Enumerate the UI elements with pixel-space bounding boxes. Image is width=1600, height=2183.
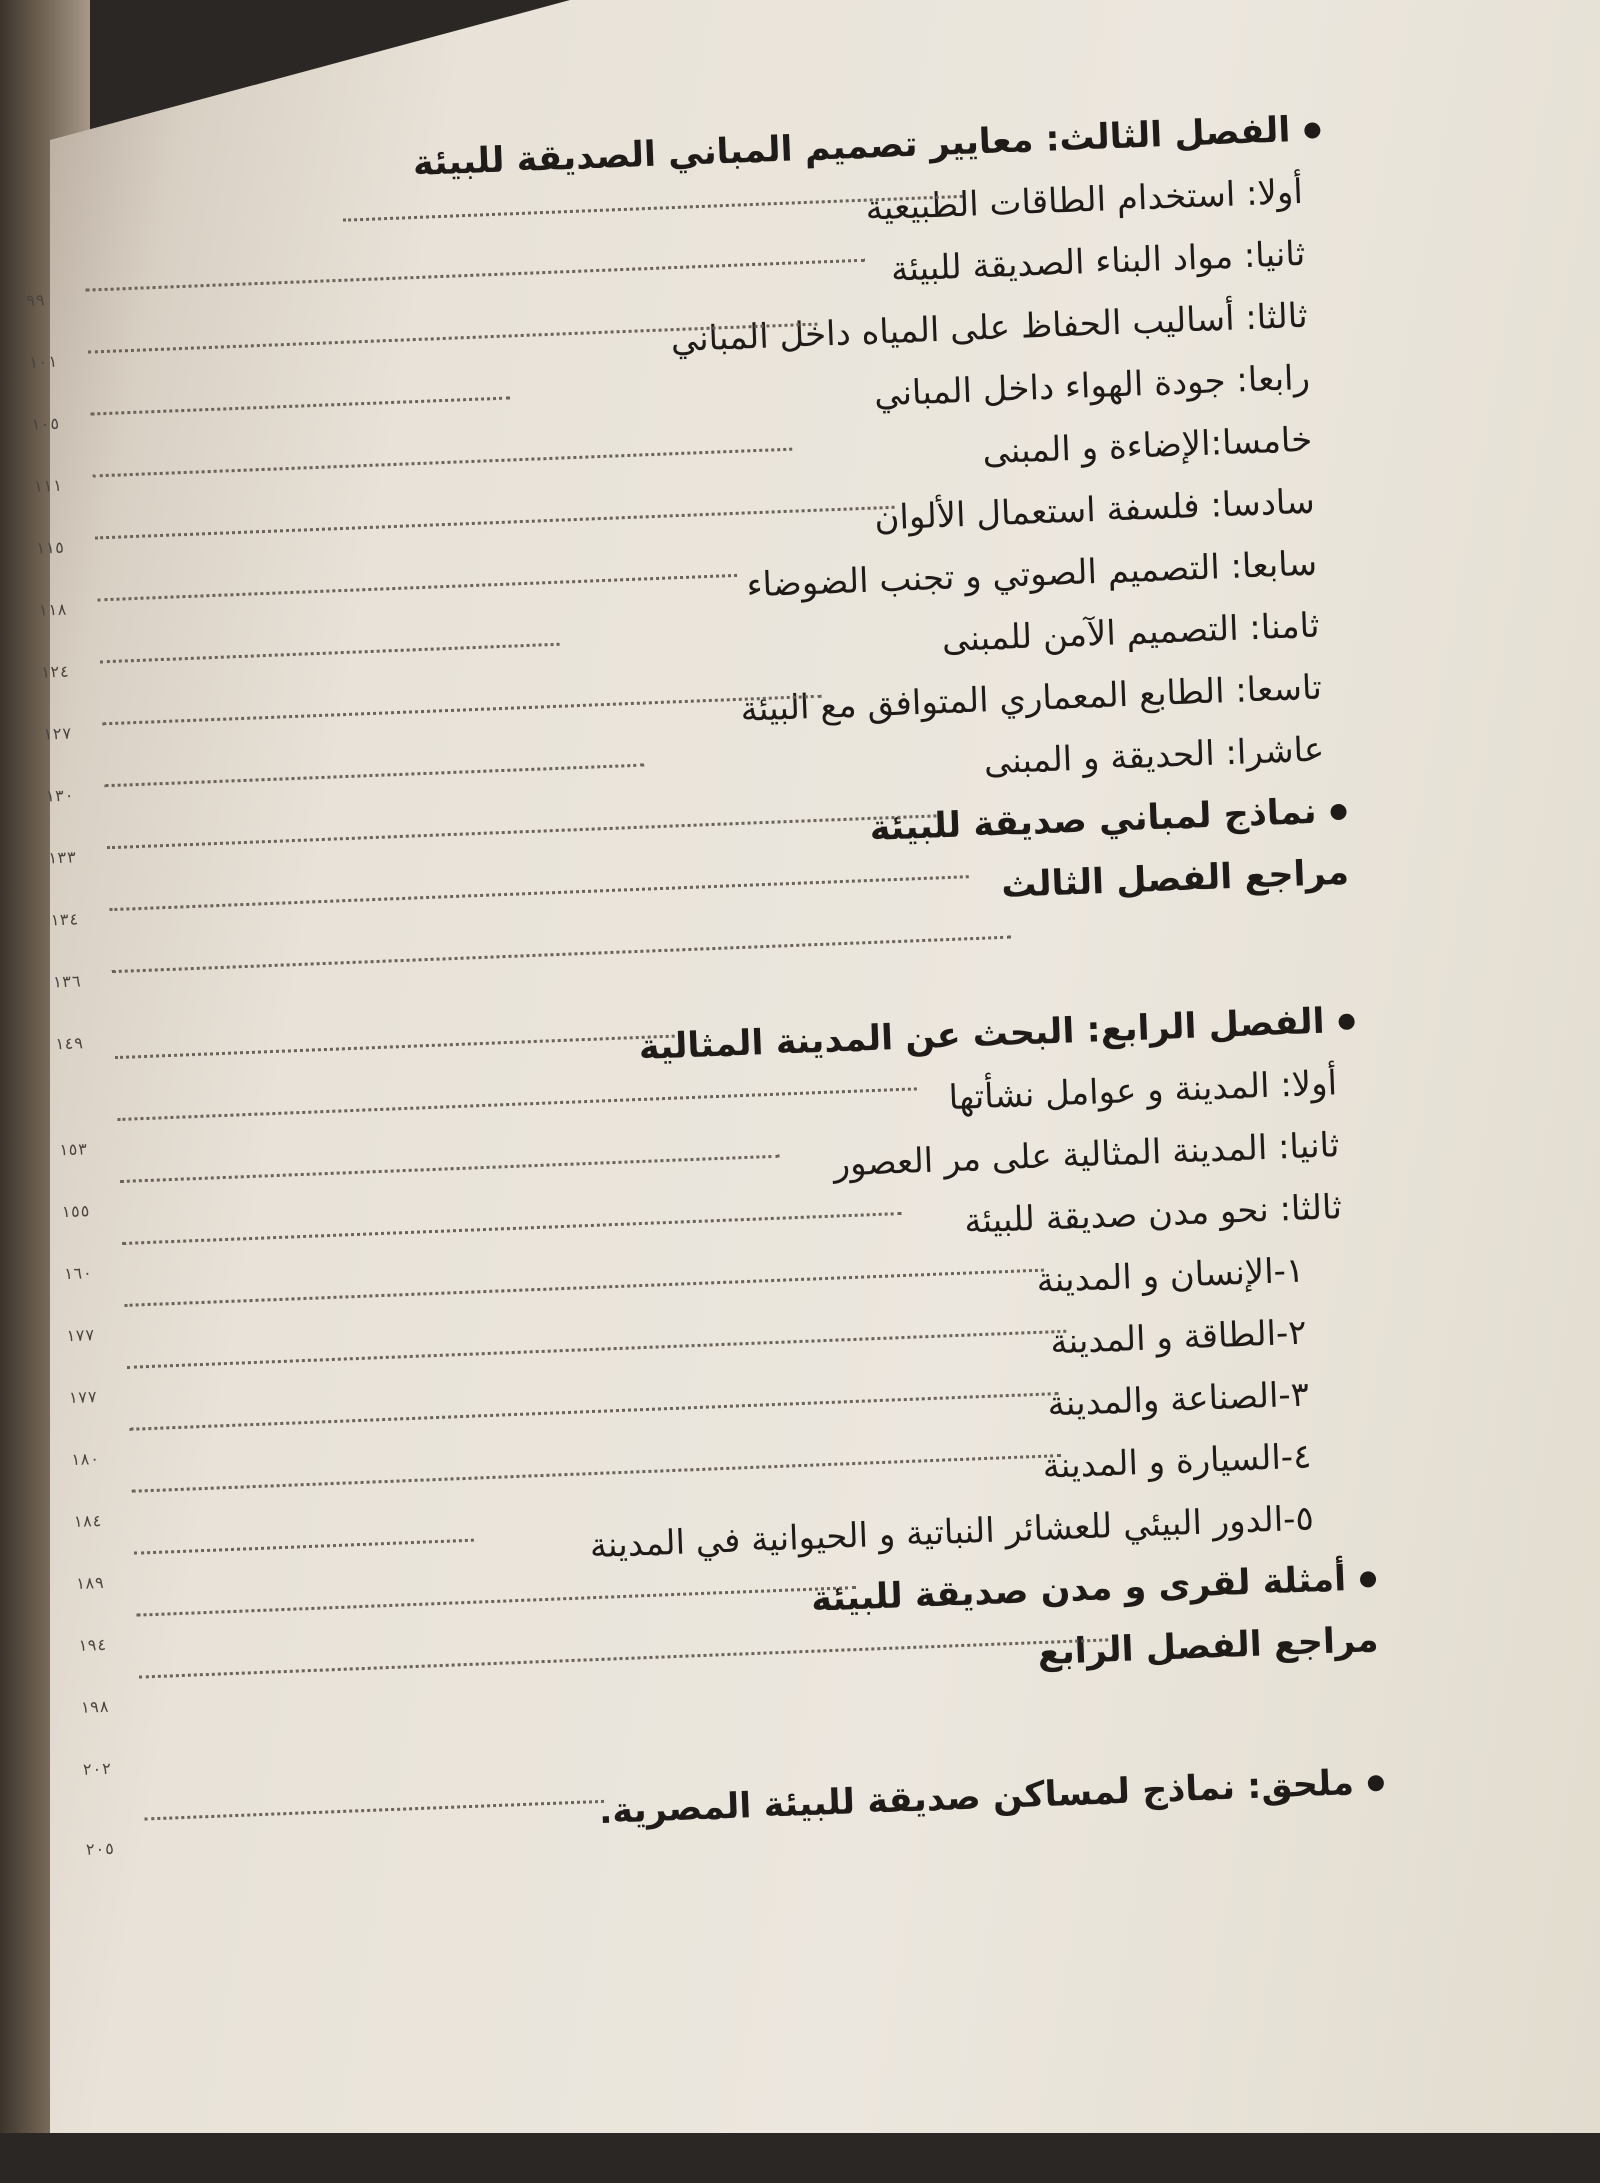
toc-entry: ثالثا: نحو مدن صديقة للبيئة [963,1187,1343,1242]
toc-entry-references: مراجع الفصل الرابع [1036,1620,1380,1674]
dot-leader [100,641,560,664]
dot-leader [129,1390,1059,1431]
chapter-4-heading: الفصل الرابع: البحث عن المدينة المثالية [638,991,1356,1078]
page-number: ١٤٩ [54,1033,84,1054]
dot-leader [107,812,937,849]
page-number: ١٠٥ [30,413,60,434]
dot-leader [117,1085,917,1121]
toc-entry: سابعا: التصميم الصوتي و تجنب الضوضاء [745,543,1318,606]
toc-entry: ثامنا: التصميم الآمن للمبنى [941,605,1321,661]
dot-leader [136,1584,856,1617]
toc-entry: ثانيا: مواد البناء الصديقة للبيئة [890,233,1306,290]
toc-entry: أولا: المدينة و عوامل نشأتها [947,1063,1338,1119]
chapter-3-heading: الفصل الثالث: معايير تصميم المباني الصديقة للبيئة [412,99,1322,194]
dot-leader [95,504,895,540]
appendix-heading: ملحق: نماذج لمساكن صديقة للبيئة المصرية. [598,1752,1385,1842]
toc-subentry: ٤-السيارة و المدينة [1041,1436,1313,1487]
dot-leader [144,1798,604,1821]
page-number: ١٣٤ [49,909,80,930]
bullet-icon [1338,1013,1355,1030]
toc-entry: أولا: استخدام الطاقات الطبيعية [864,171,1304,229]
dot-leader [85,257,865,292]
page-number: ١٨٤ [72,1510,103,1532]
page-number: ١١١ [32,475,63,496]
toc-entry: خامسا:الإضاءة و المبنى [981,419,1314,473]
page-number: ١٧٧ [67,1387,98,1408]
page-number: ٢٠٢ [82,1758,112,1779]
dot-leader [112,934,1012,974]
dot-leader [115,1033,675,1059]
toc-subentry: ٣-الصناعة والمدينة [1046,1374,1310,1425]
page-number: ١١٨ [37,599,68,620]
dot-leader [124,1267,1044,1307]
toc-entry-models: نماذج لمباني صديقة للبيئة [869,781,1348,859]
page-number: ١٥٥ [60,1201,91,1222]
page-number: ٢٠٥ [85,1838,115,1859]
toc-subentry: ١-الإنسان و المدينة [1035,1250,1305,1301]
toc-entry: رابعا: جودة الهواء داخل المباني [873,357,1311,415]
toc-entry: عاشرا: الحديقة و المبنى [983,729,1325,783]
page-number: ١٧٧ [65,1325,95,1346]
page-number: ١٦٠ [62,1263,93,1284]
dot-leader [132,1452,1062,1493]
toc-entry: سادسا: فلسفة استعمال الألوان [873,481,1316,539]
page-number: ١١٥ [35,537,65,558]
page-number: ١٠١ [27,351,58,372]
dot-leader [102,693,822,726]
page-number: ١٥٣ [58,1139,88,1160]
page-number: ١٣٠ [44,785,75,806]
toc-entry: ثانيا: المدينة المثالية على مر العصور [832,1125,1341,1185]
toc-subentry: ٢-الطاقة و المدينة [1049,1312,1308,1363]
page-number: ١٨٩ [74,1572,105,1594]
bullet-icon [1368,1775,1385,1792]
page-number: ٩٩ [25,290,46,310]
page-number: ١٩٨ [79,1696,110,1717]
page-number: ١٩٤ [77,1634,107,1655]
dot-leader [105,762,645,788]
bullet-icon [1360,1571,1377,1588]
dot-leader [139,1636,1108,1678]
toc-entry: ثالثا: أساليب الحفاظ على المياه داخل المباني [670,295,1309,361]
dot-leader [97,572,737,602]
page-number: ١٣٦ [51,971,82,992]
bullet-icon [1304,122,1321,139]
dot-leader [90,394,510,415]
toc-entry-references: مراجع الفصل الثالث [1000,852,1350,906]
toc-entry: تاسعا: الطابع المعماري المتوافق مع البيئة [739,667,1323,730]
page-number: ١٣٣ [47,847,77,868]
toc-entry-examples: أمثلة لقرى و مدن صديقة للبيئة [810,1548,1377,1630]
dot-leader [109,873,969,911]
dot-leader [134,1537,474,1555]
dot-leader [120,1153,780,1183]
page-number: ١٢٧ [42,723,72,744]
page-number: ١٢٤ [39,661,70,682]
bullet-icon [1330,804,1347,821]
dot-leader [127,1328,1066,1369]
page-number: ١٨٠ [70,1449,100,1470]
dot-leader [93,446,793,478]
toc-subentry: ٥-الدور البيئي للعشائر النباتية و الحيوانية في المدينة [589,1498,1315,1567]
dot-leader [122,1210,902,1245]
